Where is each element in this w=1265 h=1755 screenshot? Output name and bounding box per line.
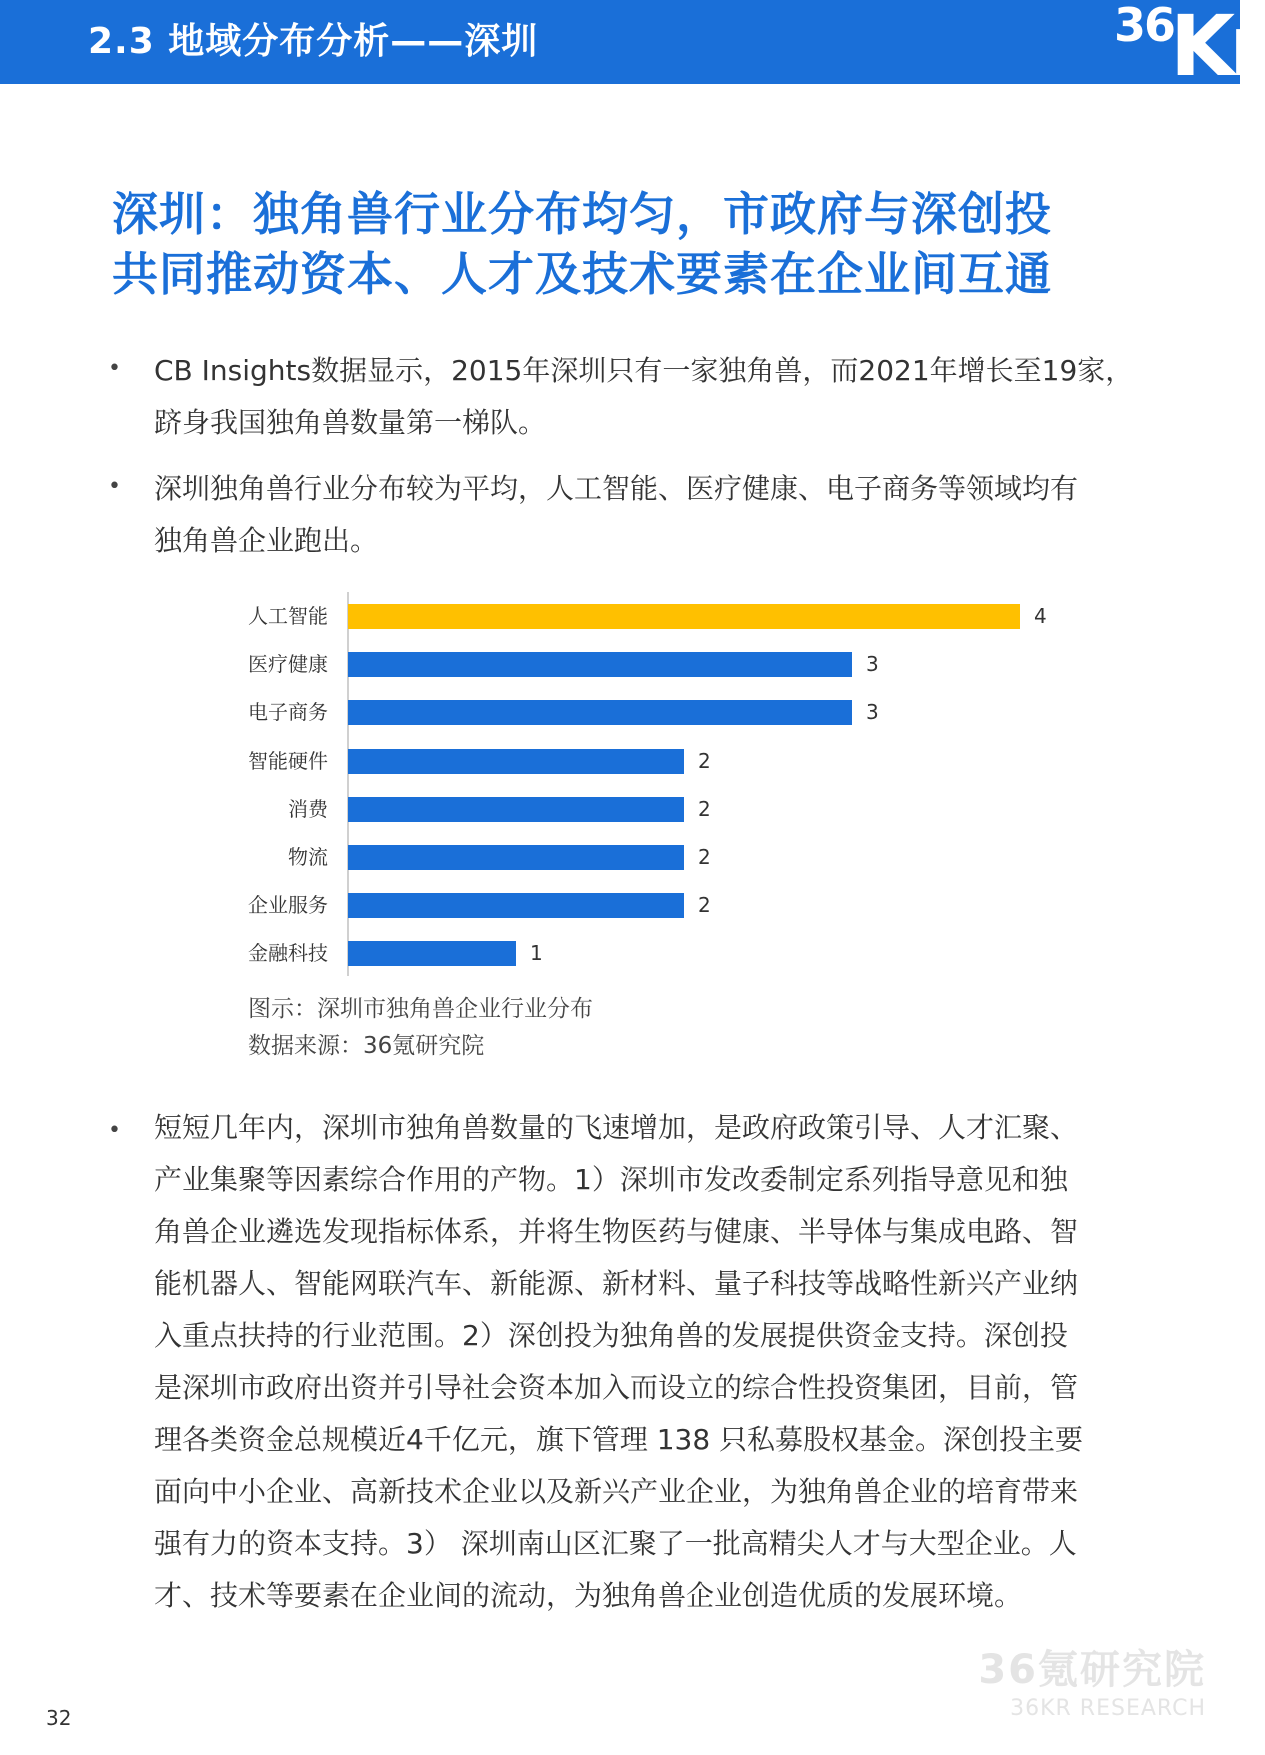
paragraph-line: 角兽企业遴选发现指标体系，并将生物医药与健康、半导体与集成电路、智 <box>154 1215 1079 1248</box>
category-label: 智能硬件 <box>248 748 328 773</box>
paragraph-line: 产业集聚等因素综合作用的产物。1）深圳市发改委制定系列指导意见和独 <box>154 1163 1068 1196</box>
paragraph-line: 强有力的资本支持。3） 深圳南山区汇聚了一批高精尖人才与大型企业。人 <box>154 1527 1077 1560</box>
watermark <box>978 1646 1206 1724</box>
bar <box>348 604 1020 629</box>
value-label: 3 <box>866 700 879 725</box>
paragraph-line: 面向中小企业、高新技术企业以及新兴产业企业，为独角兽企业的培育带来 <box>154 1475 1079 1508</box>
bar <box>348 797 684 822</box>
category-label: 物流 <box>288 845 328 869</box>
paragraph-line: 才、技术等要素在企业间的流动，为独角兽企业创造优质的发展环境。 <box>154 1579 1023 1612</box>
bullet-dot: • <box>108 474 121 499</box>
bullet-dot: • <box>108 1118 121 1143</box>
page-number: 32 <box>46 1706 72 1730</box>
category-label: 金融科技 <box>248 941 328 966</box>
paragraph-1 <box>154 345 1144 449</box>
value-label: 2 <box>698 748 711 773</box>
bar <box>348 845 684 870</box>
bar <box>348 749 684 774</box>
bar <box>348 941 516 966</box>
value-label: 4 <box>1034 604 1047 628</box>
category-label: 人工智能 <box>248 604 328 628</box>
paragraph-line: 入重点扶持的行业范围。2）深创投为独角兽的发展提供资金支持。深创投 <box>154 1319 1068 1352</box>
category-label: 企业服务 <box>248 893 328 918</box>
value-label: 2 <box>698 893 711 918</box>
value-label: 2 <box>698 796 711 821</box>
paragraph-line: 独角兽企业跑出。 <box>154 524 379 557</box>
paragraph-line: 短短几年内，深圳市独角兽数量的飞速增加，是政府政策引导、人才汇聚、 <box>154 1111 1079 1144</box>
category-label: 电子商务 <box>248 700 328 725</box>
bullet-dot: • <box>108 356 121 381</box>
figure-caption: 图示：深圳市独角兽企业行业分布 <box>248 996 593 1022</box>
category-label: 医疗健康 <box>248 652 328 677</box>
paragraph-line: 跻身我国独角兽数量第一梯队。 <box>154 406 547 439</box>
value-label: 1 <box>530 941 543 966</box>
paragraph-3 <box>154 1102 1144 1622</box>
paragraph-line: 是深圳市政府出资并引导社会资本加入而设立的综合性投资集团，目前，管 <box>154 1371 1079 1404</box>
paragraph-2 <box>154 463 1144 567</box>
paragraph-line: 理各类资金总规模近4千亿元，旗下管理 138 只私募股权基金。深创投主要 <box>154 1423 1084 1456</box>
logo-36-text: 36 <box>1114 0 1175 52</box>
watermark-cn: 36氪研究院 <box>978 1647 1206 1693</box>
value-label: 2 <box>698 845 711 869</box>
logo-36kr <box>1090 0 1265 95</box>
bar <box>348 700 852 725</box>
paragraph-line: 能机器人、智能网联汽车、新能源、新材料、量子科技等战略性新兴产业纳 <box>154 1267 1079 1300</box>
header-bar <box>0 0 1265 95</box>
bar <box>348 652 852 677</box>
logo-kr-text: Kr <box>1170 0 1265 95</box>
chart-axis-line <box>347 592 349 976</box>
value-label: 3 <box>866 652 879 677</box>
paragraph-line: 深圳独角兽行业分布较为平均，人工智能、医疗健康、电子商务等领域均有 <box>154 472 1079 505</box>
bar <box>348 893 684 918</box>
main-heading-line-1: 深圳：独角兽行业分布均匀，市政府与深创投 <box>112 187 1052 241</box>
main-heading <box>112 184 1162 304</box>
section-title: 2.3 地域分布分析——深圳 <box>88 21 539 62</box>
category-label: 消费 <box>288 796 328 821</box>
source-caption: 数据来源：36氪研究院 <box>248 1033 485 1059</box>
watermark-en: 36KR RESEARCH <box>1010 1696 1206 1721</box>
paragraph-line: CB Insights数据显示，2015年深圳只有一家独角兽，而2021年增长至19家， <box>154 354 1134 387</box>
main-heading-line-2: 共同推动资本、人才及技术要素在企业间互通 <box>112 247 1052 301</box>
